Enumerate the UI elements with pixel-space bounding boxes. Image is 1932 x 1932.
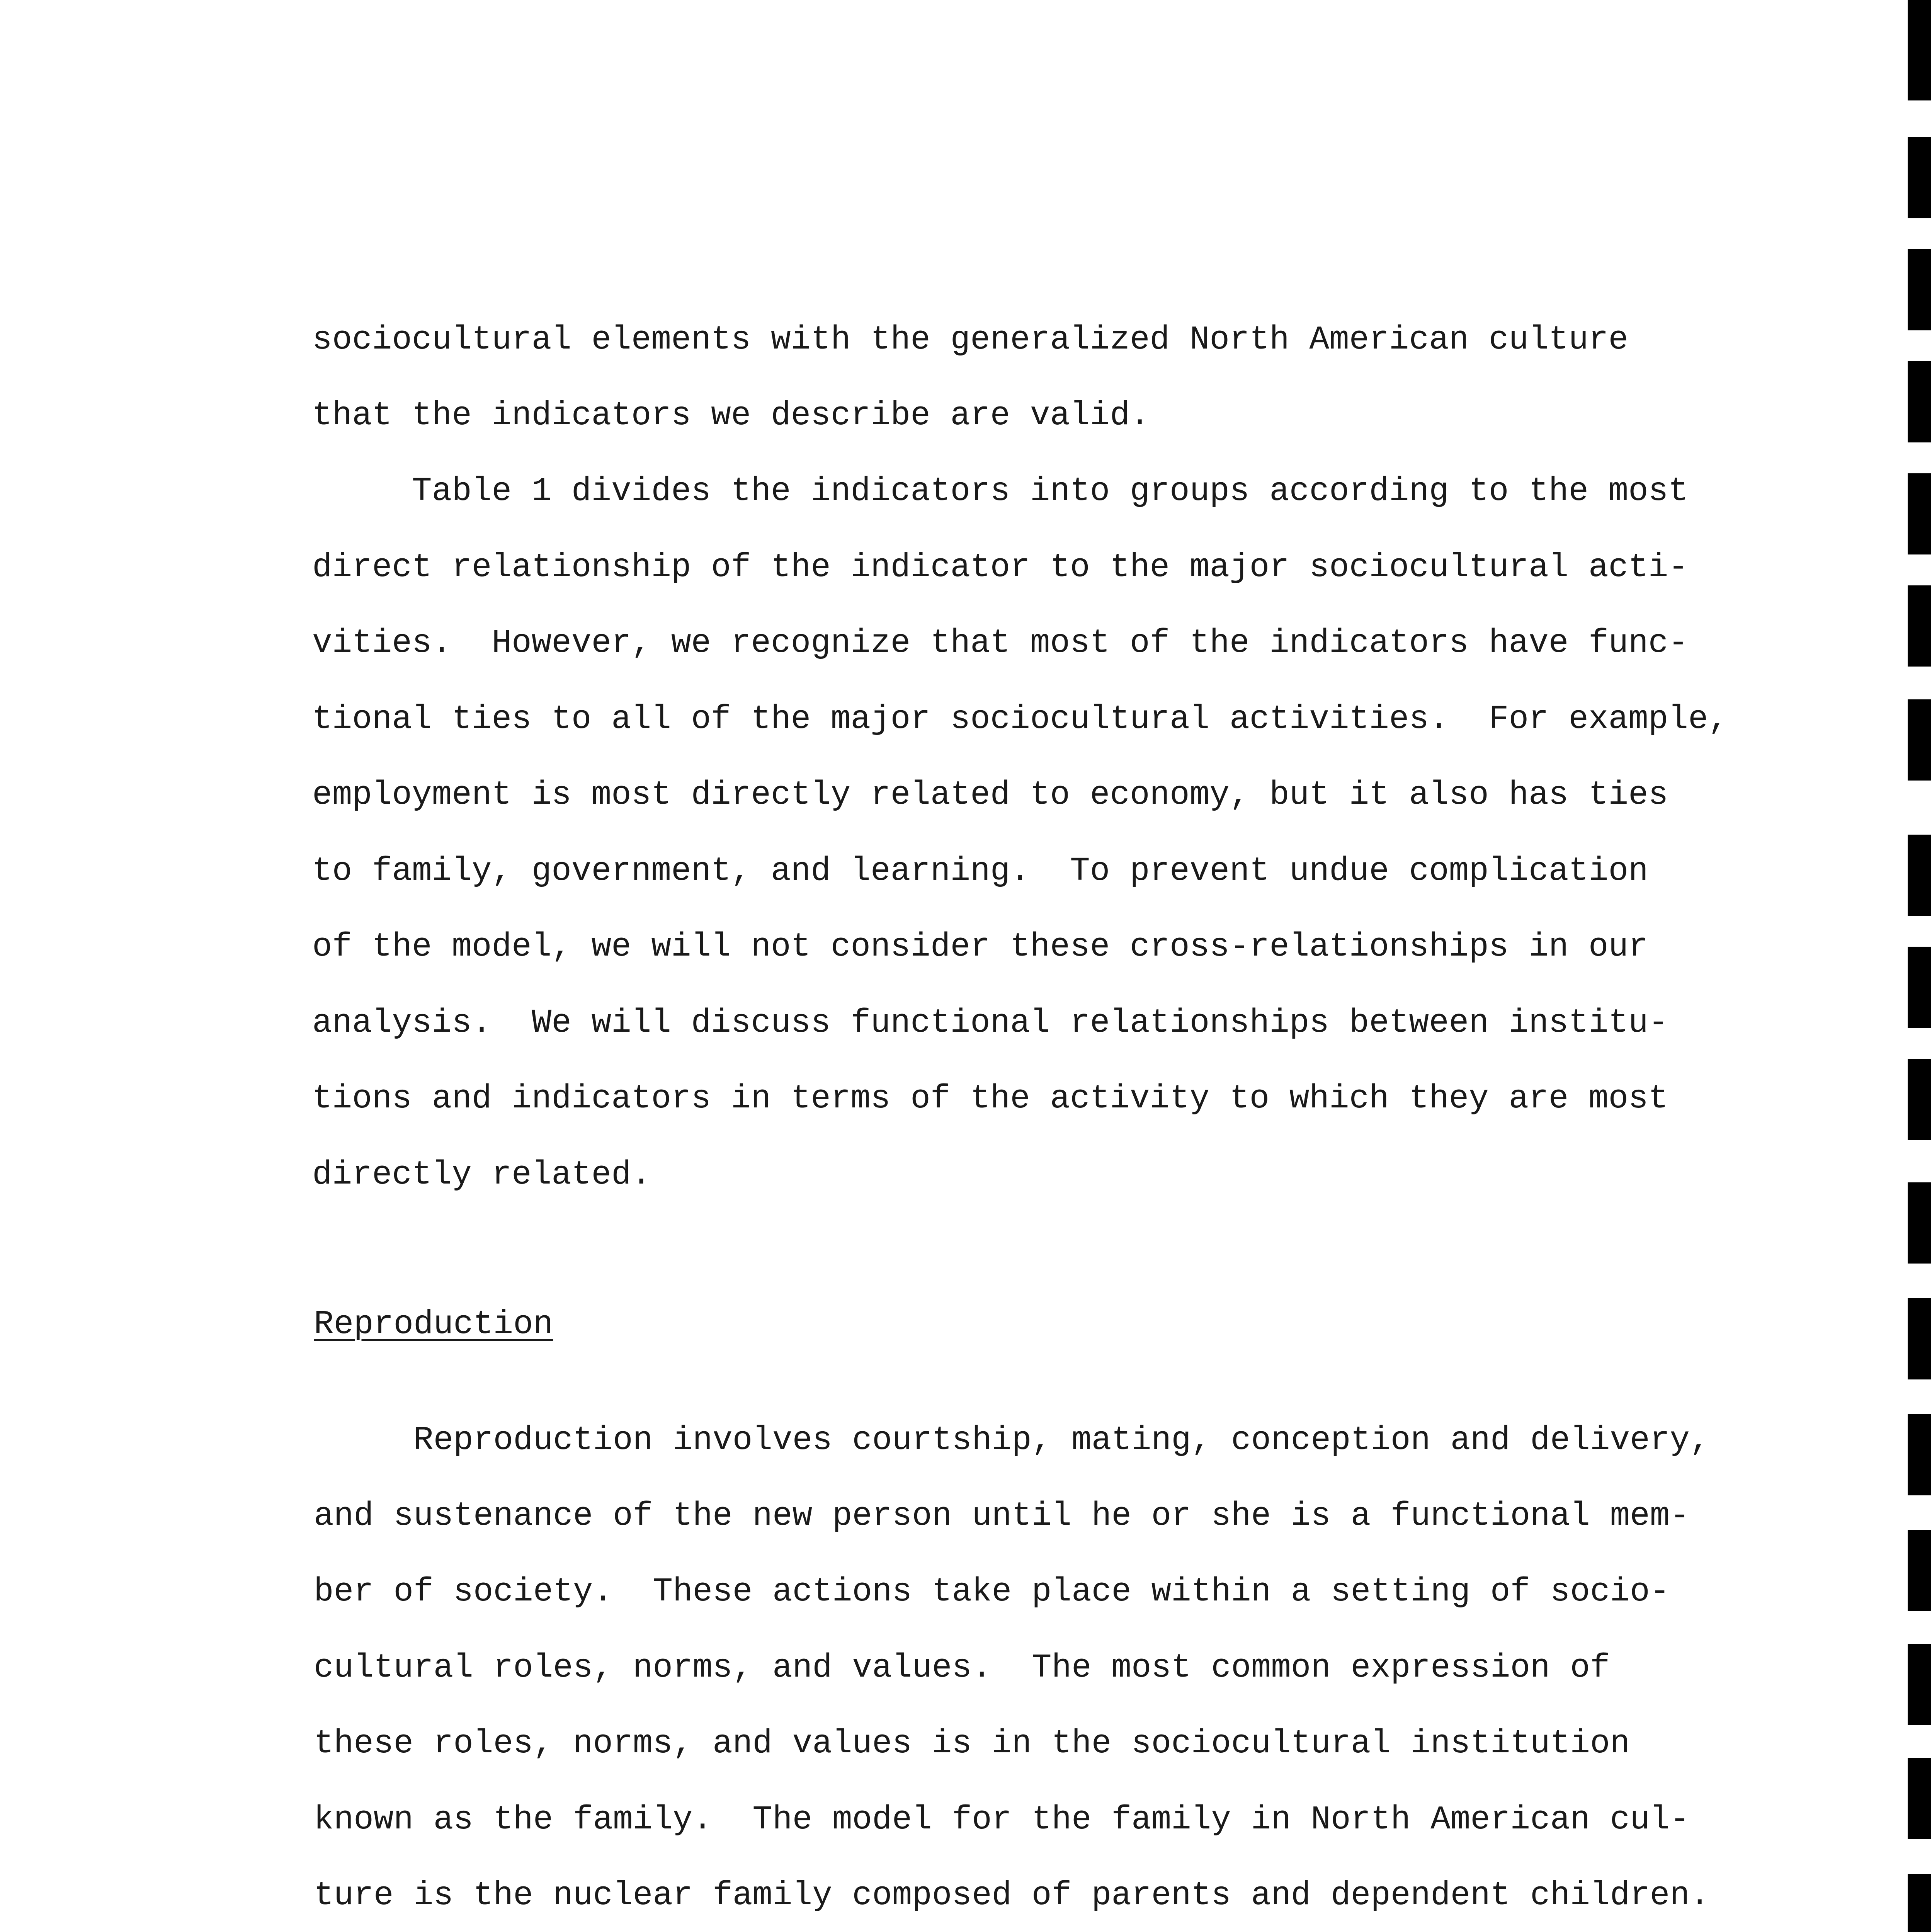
binder-mark <box>1908 473 1931 554</box>
binder-mark <box>1908 1644 1931 1725</box>
text-line: tional ties to all of the major sociocultural activities. For example, <box>312 700 1728 738</box>
binder-edge-marks <box>1908 0 1931 1932</box>
text-line: ber of society. These actions take place within a setting of socio- <box>314 1573 1670 1611</box>
binder-mark <box>1908 699 1931 781</box>
binder-mark <box>1908 137 1931 218</box>
binder-mark <box>1908 1298 1931 1379</box>
text-line: vities. However, we recognize that most of the indicators have func- <box>312 624 1688 662</box>
text-line: to family, government, and learning. To prevent undue complication <box>312 852 1648 890</box>
text-line: direct relationship of the indicator to the major sociocultural acti- <box>312 548 1688 586</box>
text-line: known as the family. The model for the family in North American cul- <box>314 1801 1690 1838</box>
text-line: tions and indicators in terms of the activity to which they are most <box>312 1080 1668 1117</box>
binder-mark <box>1908 585 1931 667</box>
text-line: these roles, norms, and values is in the sociocultural institution <box>314 1725 1630 1762</box>
binder-mark <box>1908 1758 1931 1839</box>
binder-mark <box>1908 1059 1931 1140</box>
text-line: Reproduction involves courtship, mating, conception and delivery, <box>314 1421 1710 1459</box>
section-heading: Reproduction <box>314 1305 553 1343</box>
binder-mark <box>1908 249 1931 330</box>
binder-mark <box>1908 1530 1931 1611</box>
text-line: ture is the nuclear family composed of parents and dependent children. <box>314 1876 1710 1914</box>
text-line: that the indicators we describe are valid. <box>312 396 1150 434</box>
binder-mark <box>1908 1874 1931 1932</box>
text-line: sociocultural elements with the generalized North American culture <box>312 321 1629 359</box>
binder-mark <box>1908 1414 1931 1495</box>
binder-mark <box>1908 947 1931 1028</box>
text-line: employment is most directly related to economy, but it also has ties <box>312 776 1668 814</box>
binder-mark <box>1908 835 1931 916</box>
text-line: analysis. We will discuss functional relationships between institu- <box>312 1004 1668 1042</box>
text-line: of the model, we will not consider these cross-relationships in our <box>312 928 1648 966</box>
text-line: directly related. <box>312 1156 651 1194</box>
binder-mark <box>1908 1182 1931 1264</box>
binder-mark <box>1908 0 1931 100</box>
text-line: cultural roles, norms, and values. The most common expression of <box>314 1649 1610 1687</box>
binder-mark <box>1908 361 1931 442</box>
text-line: and sustenance of the new person until he or she is a functional mem- <box>314 1497 1690 1535</box>
text-line: Table 1 divides the indicators into groups according to the most <box>312 472 1688 510</box>
